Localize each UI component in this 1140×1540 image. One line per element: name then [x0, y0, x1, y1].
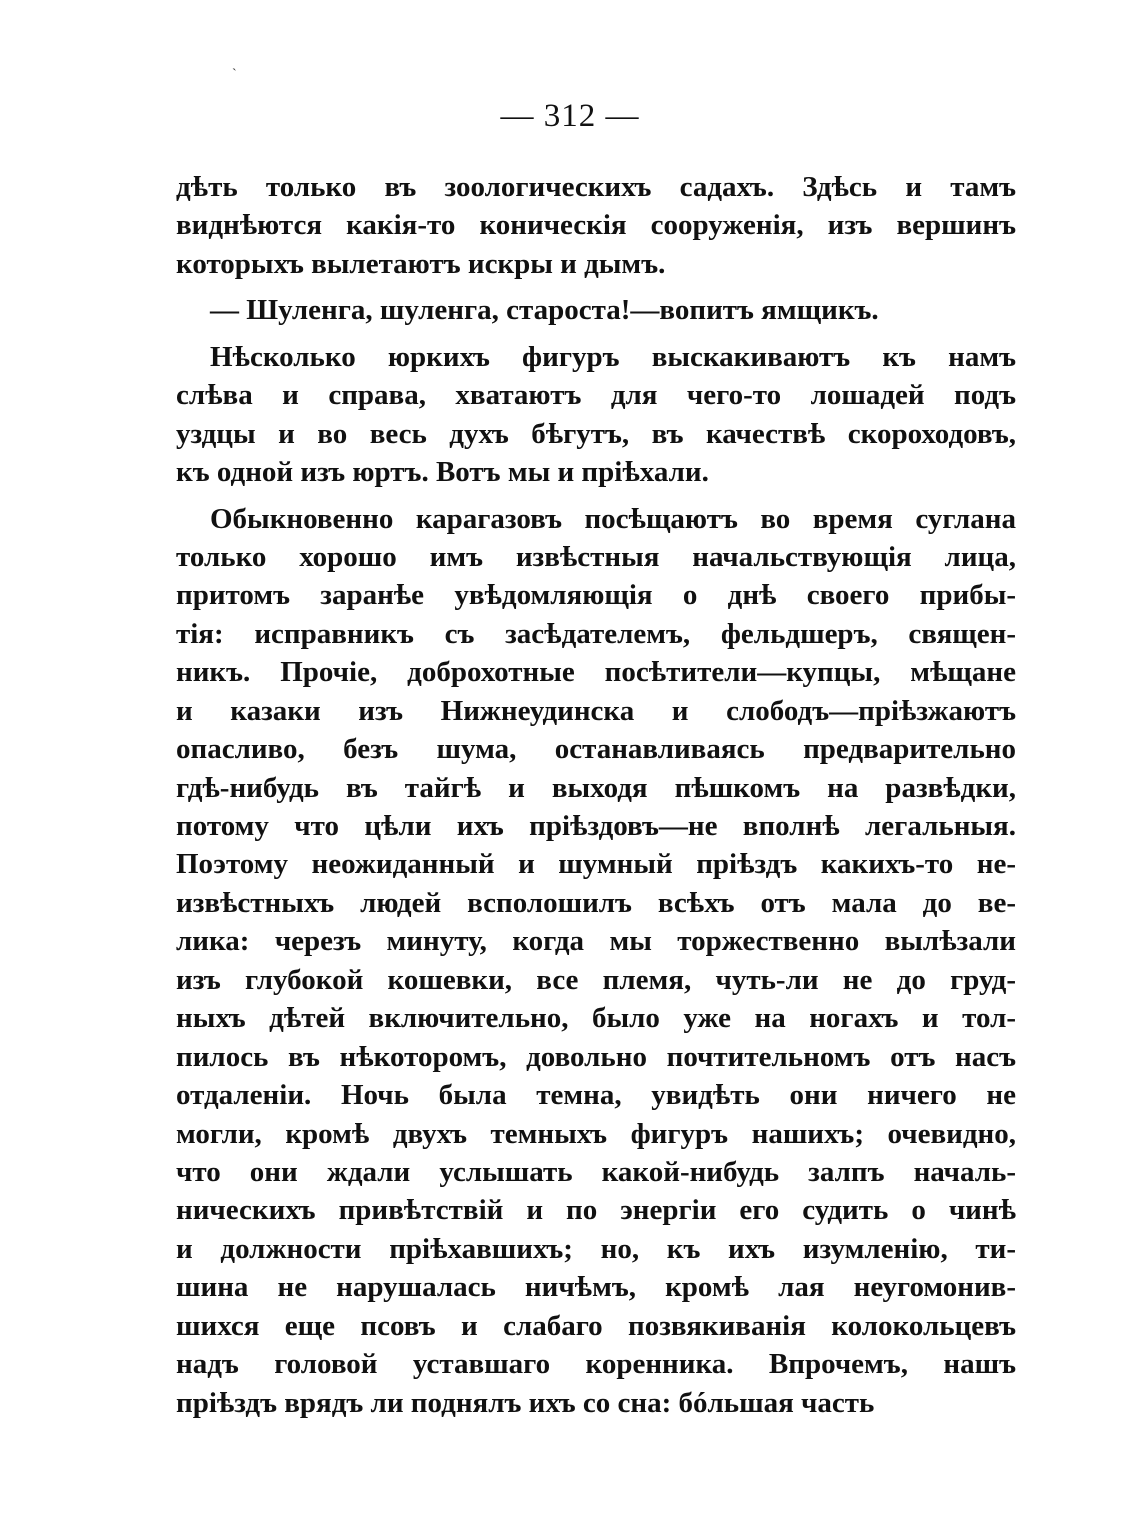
paragraph-gap: [176, 283, 1016, 291]
text-line: гдѣ-нибудь въ тайгѣ и выходя пѣшкомъ на развѣдки,: [176, 771, 1016, 804]
paragraph: [176, 291, 1016, 329]
text-line: изъ глубокой кошевки, все племя, чуть-ли не до груд-: [176, 963, 1016, 996]
text-line: пріѣздъ врядъ ли поднялъ ихъ со сна: бóльшая часть: [176, 1386, 875, 1419]
text-line: и должности пріѣхавшихъ; но, къ ихъ изумленію, ти-: [176, 1232, 1016, 1265]
text-line: Нѣсколько юркихъ фигуръ выскакиваютъ къ намъ: [210, 340, 1016, 373]
page-number: — 312 —: [500, 98, 640, 134]
text-line: слѣва и справа, хватаютъ для чего-то лошадей подъ: [176, 379, 1016, 412]
text-line: никъ. Прочіе, доброхотные посѣтители—купцы, мѣщане: [176, 656, 1016, 689]
text-line: лика: черезъ минуту, когда мы торжественно вылѣзали: [176, 925, 1016, 958]
paragraph: [176, 500, 1016, 1423]
text-line: Обыкновенно карагазовъ посѣщаютъ во время суглана: [210, 502, 1016, 535]
text-line: шина не нарушалась ничѣмъ, кромѣ лая неугомонив-: [176, 1271, 1016, 1304]
paragraph-gap: [176, 492, 1016, 500]
text-line: Поэтому неожиданный и шумный пріѣздъ какихъ-то не-: [176, 848, 1016, 881]
text-line: которыхъ вылетаютъ искры и дымъ.: [176, 247, 666, 280]
text-line: шихся еще псовъ и слабаго позвякиванія колокольцевъ: [176, 1309, 1016, 1342]
text-line: что они ждали услышать какой-нибудь залпъ началь-: [176, 1155, 1016, 1188]
text-line: уздцы и во весь духъ бѣгутъ, въ качествѣ скороходовъ,: [176, 417, 1016, 450]
text-line: виднѣются какія-то коническія сооруженія, изъ вершинъ: [176, 209, 1016, 242]
text-line: надъ головой уставшаго коренника. Впрочемъ, нашъ: [176, 1348, 1016, 1381]
print-speck: `: [232, 67, 237, 82]
text-line: извѣстныхъ людей всполошилъ всѣхъ отъ мала до ве-: [176, 886, 1016, 919]
text-line: — Шуленга, шуленга, староста!—вопитъ ямщикъ.: [210, 294, 879, 327]
paragraph: [176, 338, 1016, 492]
text-line: ническихъ привѣтствій и по энергіи его судить о чинѣ: [176, 1194, 1016, 1227]
text-line: пилось въ нѣкоторомъ, довольно почтительномъ отъ насъ: [176, 1040, 1016, 1073]
text-line: тія: исправникъ съ засѣдателемъ, фельдшеръ, священ-: [176, 617, 1016, 650]
text-line: притомъ заранѣе увѣдомляющія о днѣ своего прибы-: [176, 579, 1016, 612]
text-line: дѣть только въ зоологическихъ садахъ. Здѣсь и тамъ: [176, 171, 1016, 203]
text-line: только хорошо имъ извѣстныя начальствующія лица,: [176, 540, 1016, 573]
body-text: [176, 168, 1016, 1422]
text-line: потому что цѣли ихъ пріѣздовъ—не вполнѣ легальныя.: [176, 810, 1016, 842]
text-line: къ одной изъ юртъ. Вотъ мы и пріѣхали.: [176, 456, 709, 489]
paragraph: [176, 168, 1016, 283]
text-line: могли, кромѣ двухъ темныхъ фигуръ нашихъ; очевидно,: [176, 1117, 1016, 1150]
text-line: опасливо, безъ шума, останавливаясь предварительно: [176, 733, 1016, 766]
text-line: и казаки изъ Нижнеудинска и слободъ—пріѣзжаютъ: [176, 694, 1016, 727]
text-line: ныхъ дѣтей включительно, было уже на ногахъ и тол-: [176, 1002, 1016, 1035]
text-line: отдаленіи. Ночь была темна, увидѣть они ничего не: [176, 1079, 1016, 1112]
paragraph-gap: [176, 330, 1016, 338]
